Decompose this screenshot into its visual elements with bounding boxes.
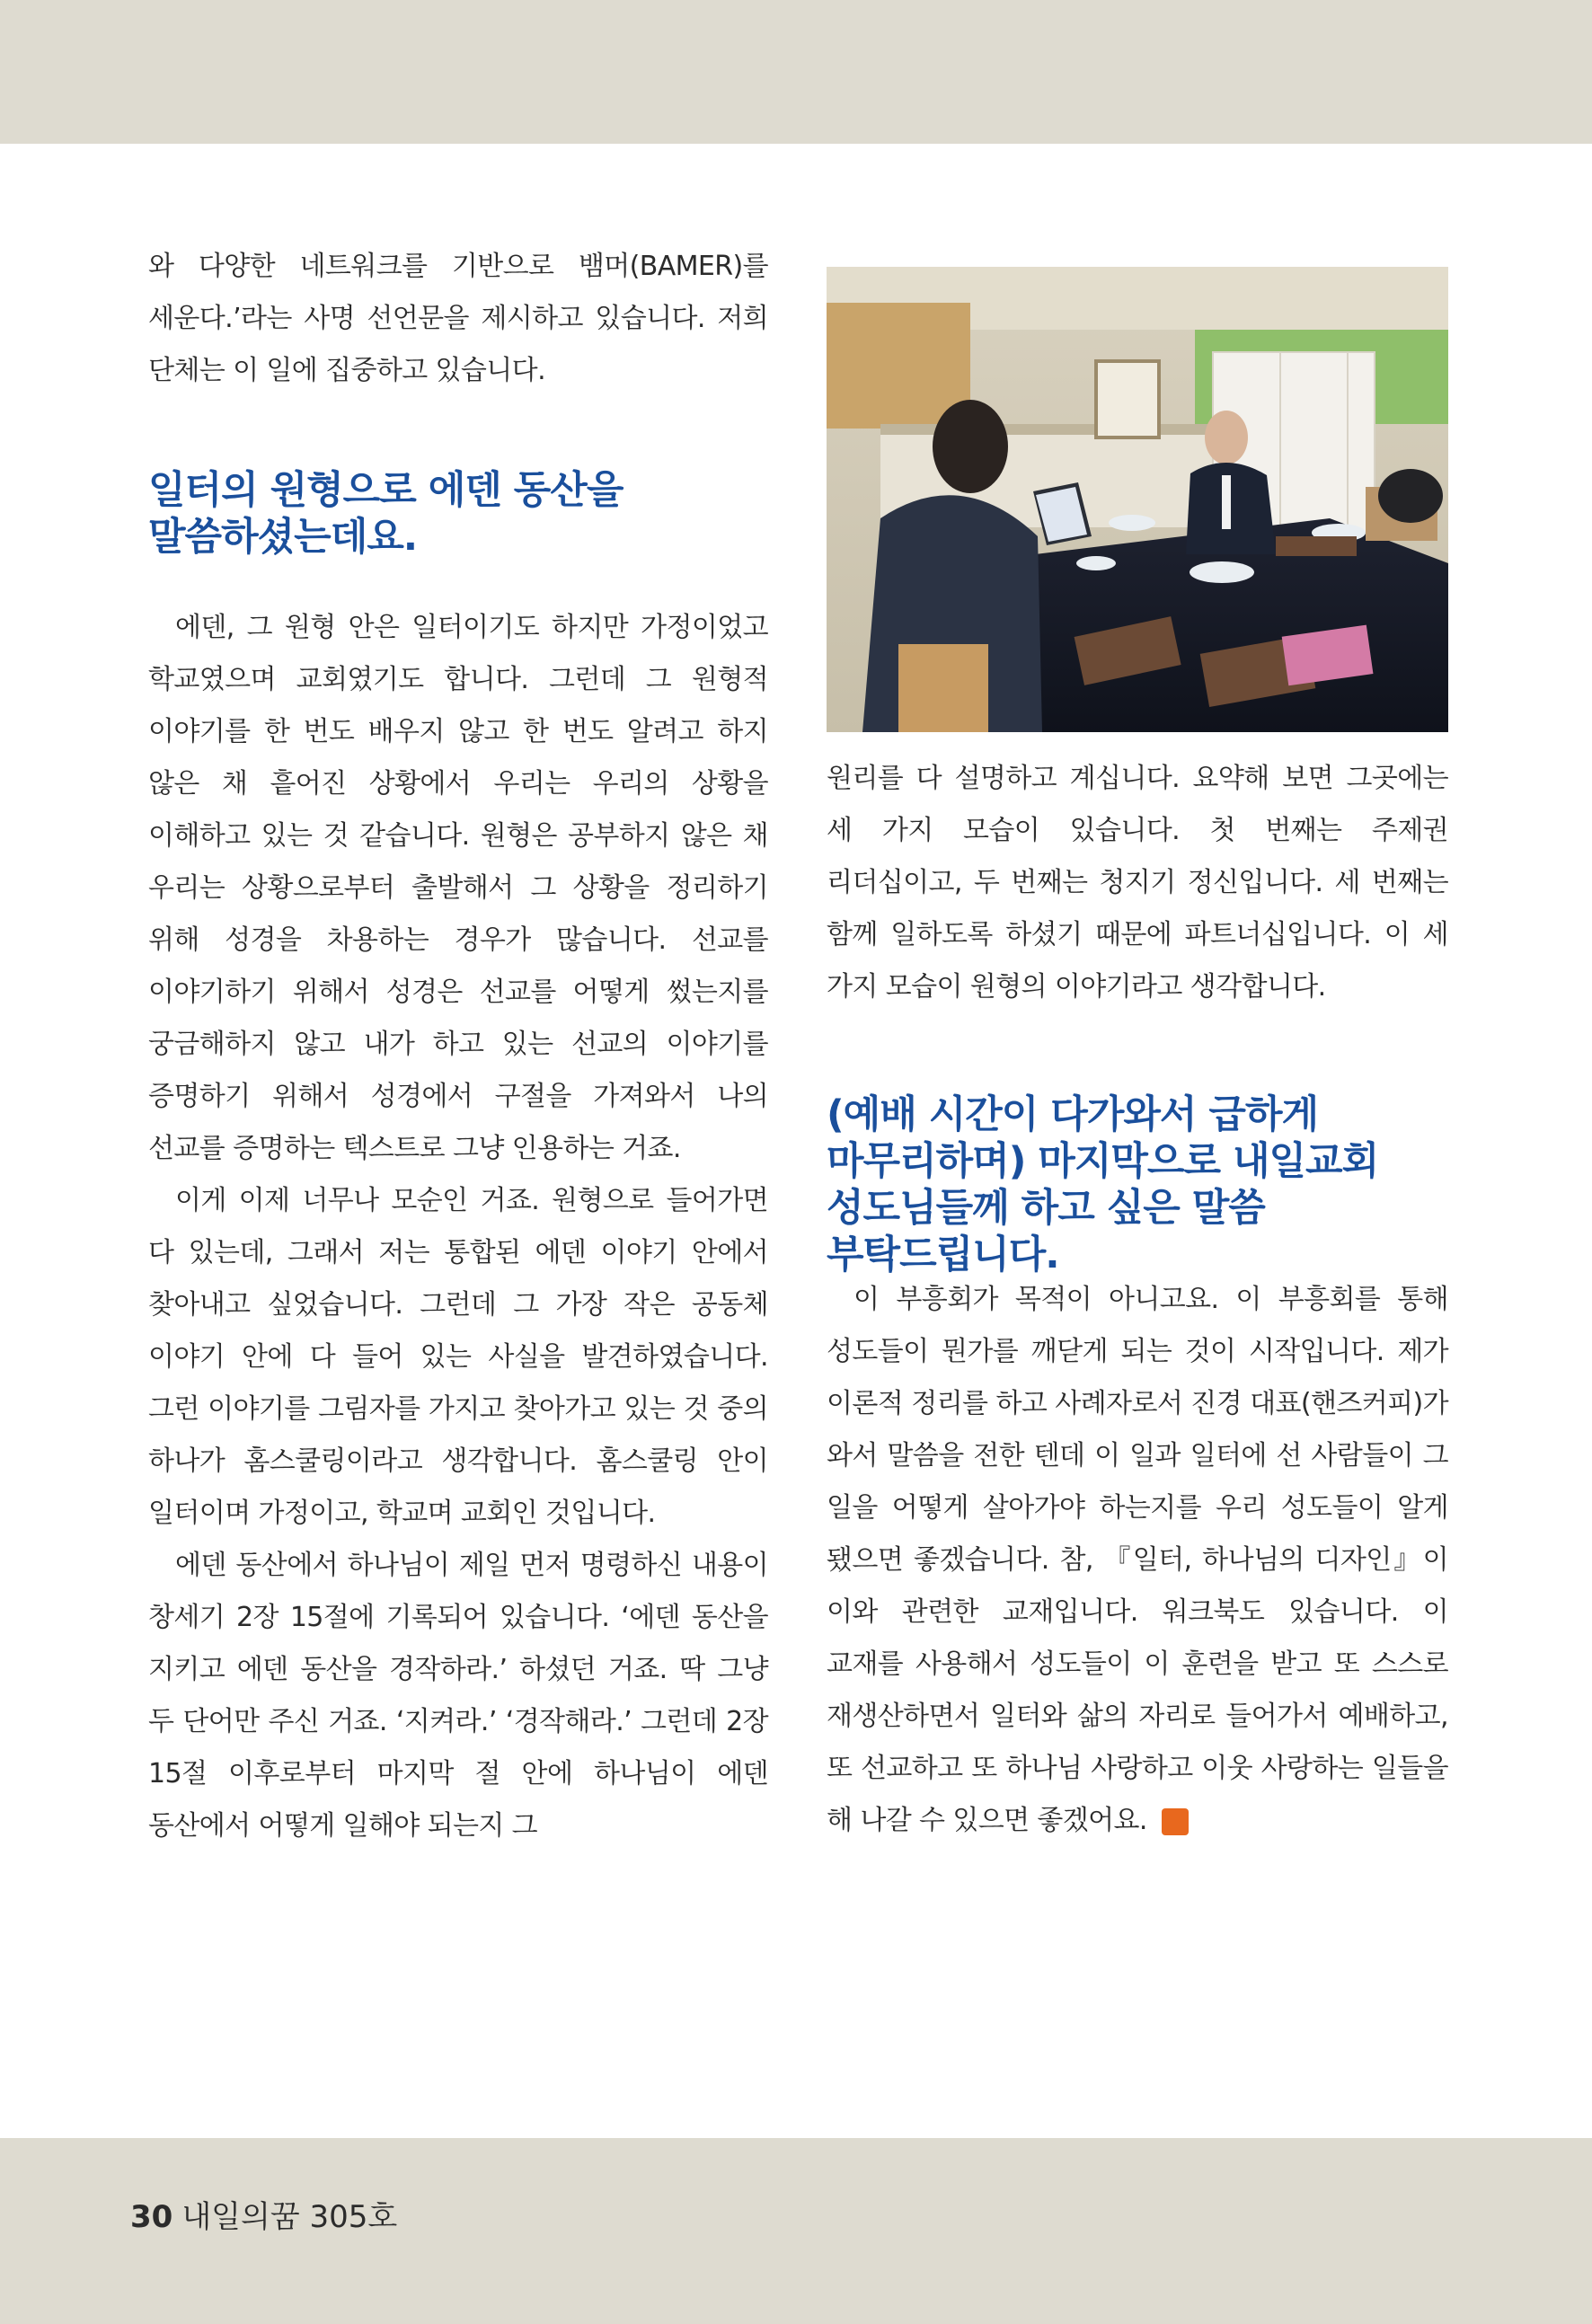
section-heading-eden: 일터의 원형으로 에덴 동산을 말씀하셨는데요. xyxy=(148,468,624,560)
intro-paragraph: 와 다양한 네트워크를 기반으로 뱀머(BAMER)를 세운다.’라는 사명 선언문을 제시하고 있습니다. 저희 단체는 이 일에 집중하고 있습니다. xyxy=(148,251,768,386)
interview-photo xyxy=(827,267,1448,732)
page-number: 30 xyxy=(130,2199,173,2235)
right-closing xyxy=(827,1274,1448,1847)
body-paragraph: 에덴, 그 원형 안은 일터이기도 하지만 가정이었고 학교였으며 교회였기도 합니다. 그런데 그 원형적 이야기를 한 번도 배우지 않고 한 번도 알려고 하지 않은 채 흩어진 상황에서 우리는 우리의 상황을 이해하고 있는 것 같습니다. 원형은 공부하지 않은 채 우리는 상황으로부터 출발해서 그 상황을 정리하기 위해 성경을 차용하는 경우가 많습니다. 선교를 이야기하기 위해서 성경은 선교를 어떻게 썼는지를 궁금해하지 않고 내가 하고 있는 선교의 이야기를 증명하기 위해서 성경에서 구절을 가져와서 나의 선교를 증명하는 텍스트로 그냥 인용하는 거죠. xyxy=(148,612,768,1164)
interview-photo-illustration xyxy=(827,267,1448,732)
continuation-paragraph: 원리를 다 설명하고 계십니다. 요약해 보면 그곳에는 세 가지 모습이 있습니다. 첫 번째는 주제권 리더십이고, 두 번째는 청지기 정신입니다. 세 번째는 함께 일하도록 하셨기 때문에 파트너십입니다. 이 세 가지 모습이 원형의 이야기라고 생각합니다. xyxy=(827,763,1448,1003)
left-intro xyxy=(148,241,768,397)
right-continuation xyxy=(827,753,1448,1013)
footer xyxy=(130,2192,397,2236)
closing-text: 이 부흥회가 목적이 아니고요. 이 부흥회를 통해 성도들이 뭔가를 깨닫게 되는 것이 시작입니다. 제가 이론적 정리를 하고 사례자로서 진경 대표(핸즈커피)가 와서 말씀을 전한 텐데 이 일과 일터에 선 사람들이 그 일을 어떻게 살아가야 하는지를 우리 성도들이 알게 됐으면 좋겠습니다. 참, 『일터, 하나님의 디자인』이 이와 관련한 교재입니다. 워크북도 있습니다. 이 교재를 사용해서 성도들이 이 훈련을 받고 또 스스로 재생산하면서 일터와 삶의 자리로 들어가서 예배하고, 또 선교하고 또 하나님 사랑하고 이웃 사랑하는 일들을 해 나갈 수 있으면 좋겠어요. xyxy=(827,1284,1448,1836)
end-mark-icon: N xyxy=(1162,1808,1189,1835)
body-paragraph: 이게 이제 너무나 모순인 거죠. 원형으로 들어가면 다 있는데, 그래서 저는 통합된 에덴 이야기 안에서 찾아내고 싶었습니다. 그런데 그 가장 작은 공동체 이야기 안에 다 들어 있는 사실을 발견하였습니다. 그런 이야기를 그림자를 가지고 찾아가고 있는 것 중의 하나가 홈스쿨링이라고 생각합니다. 홈스쿨링 안이 일터이며 가정이고, 학교며 교회인 것입니다. xyxy=(148,1185,768,1529)
section-heading-closing: (예배 시간이 다가와서 급하게 마무리하며) 마지막으로 내일교회 성도님들께 하고 싶은 말씀 부탁드립니다. xyxy=(827,1092,1379,1277)
top-band xyxy=(0,0,1592,144)
body-paragraph: 에덴 동산에서 하나님이 제일 먼저 명령하신 내용이 창세기 2장 15절에 기록되어 있습니다. ‘에덴 동산을 지키고 에덴 동산을 경작하라.’ 하셨던 거죠. 딱 그냥 두 단어만 주신 거죠. ‘지켜라.’ ‘경작해라.’ 그런데 2장 15절 이후로부터 마지막 절 안에 하나님이 에덴 동산에서 어떻게 일해야 되는지 그 xyxy=(148,1550,768,1842)
left-body xyxy=(148,602,768,1852)
publication-title: 내일의꿈 305호 xyxy=(181,2199,398,2235)
closing-paragraph xyxy=(827,1274,1448,1847)
